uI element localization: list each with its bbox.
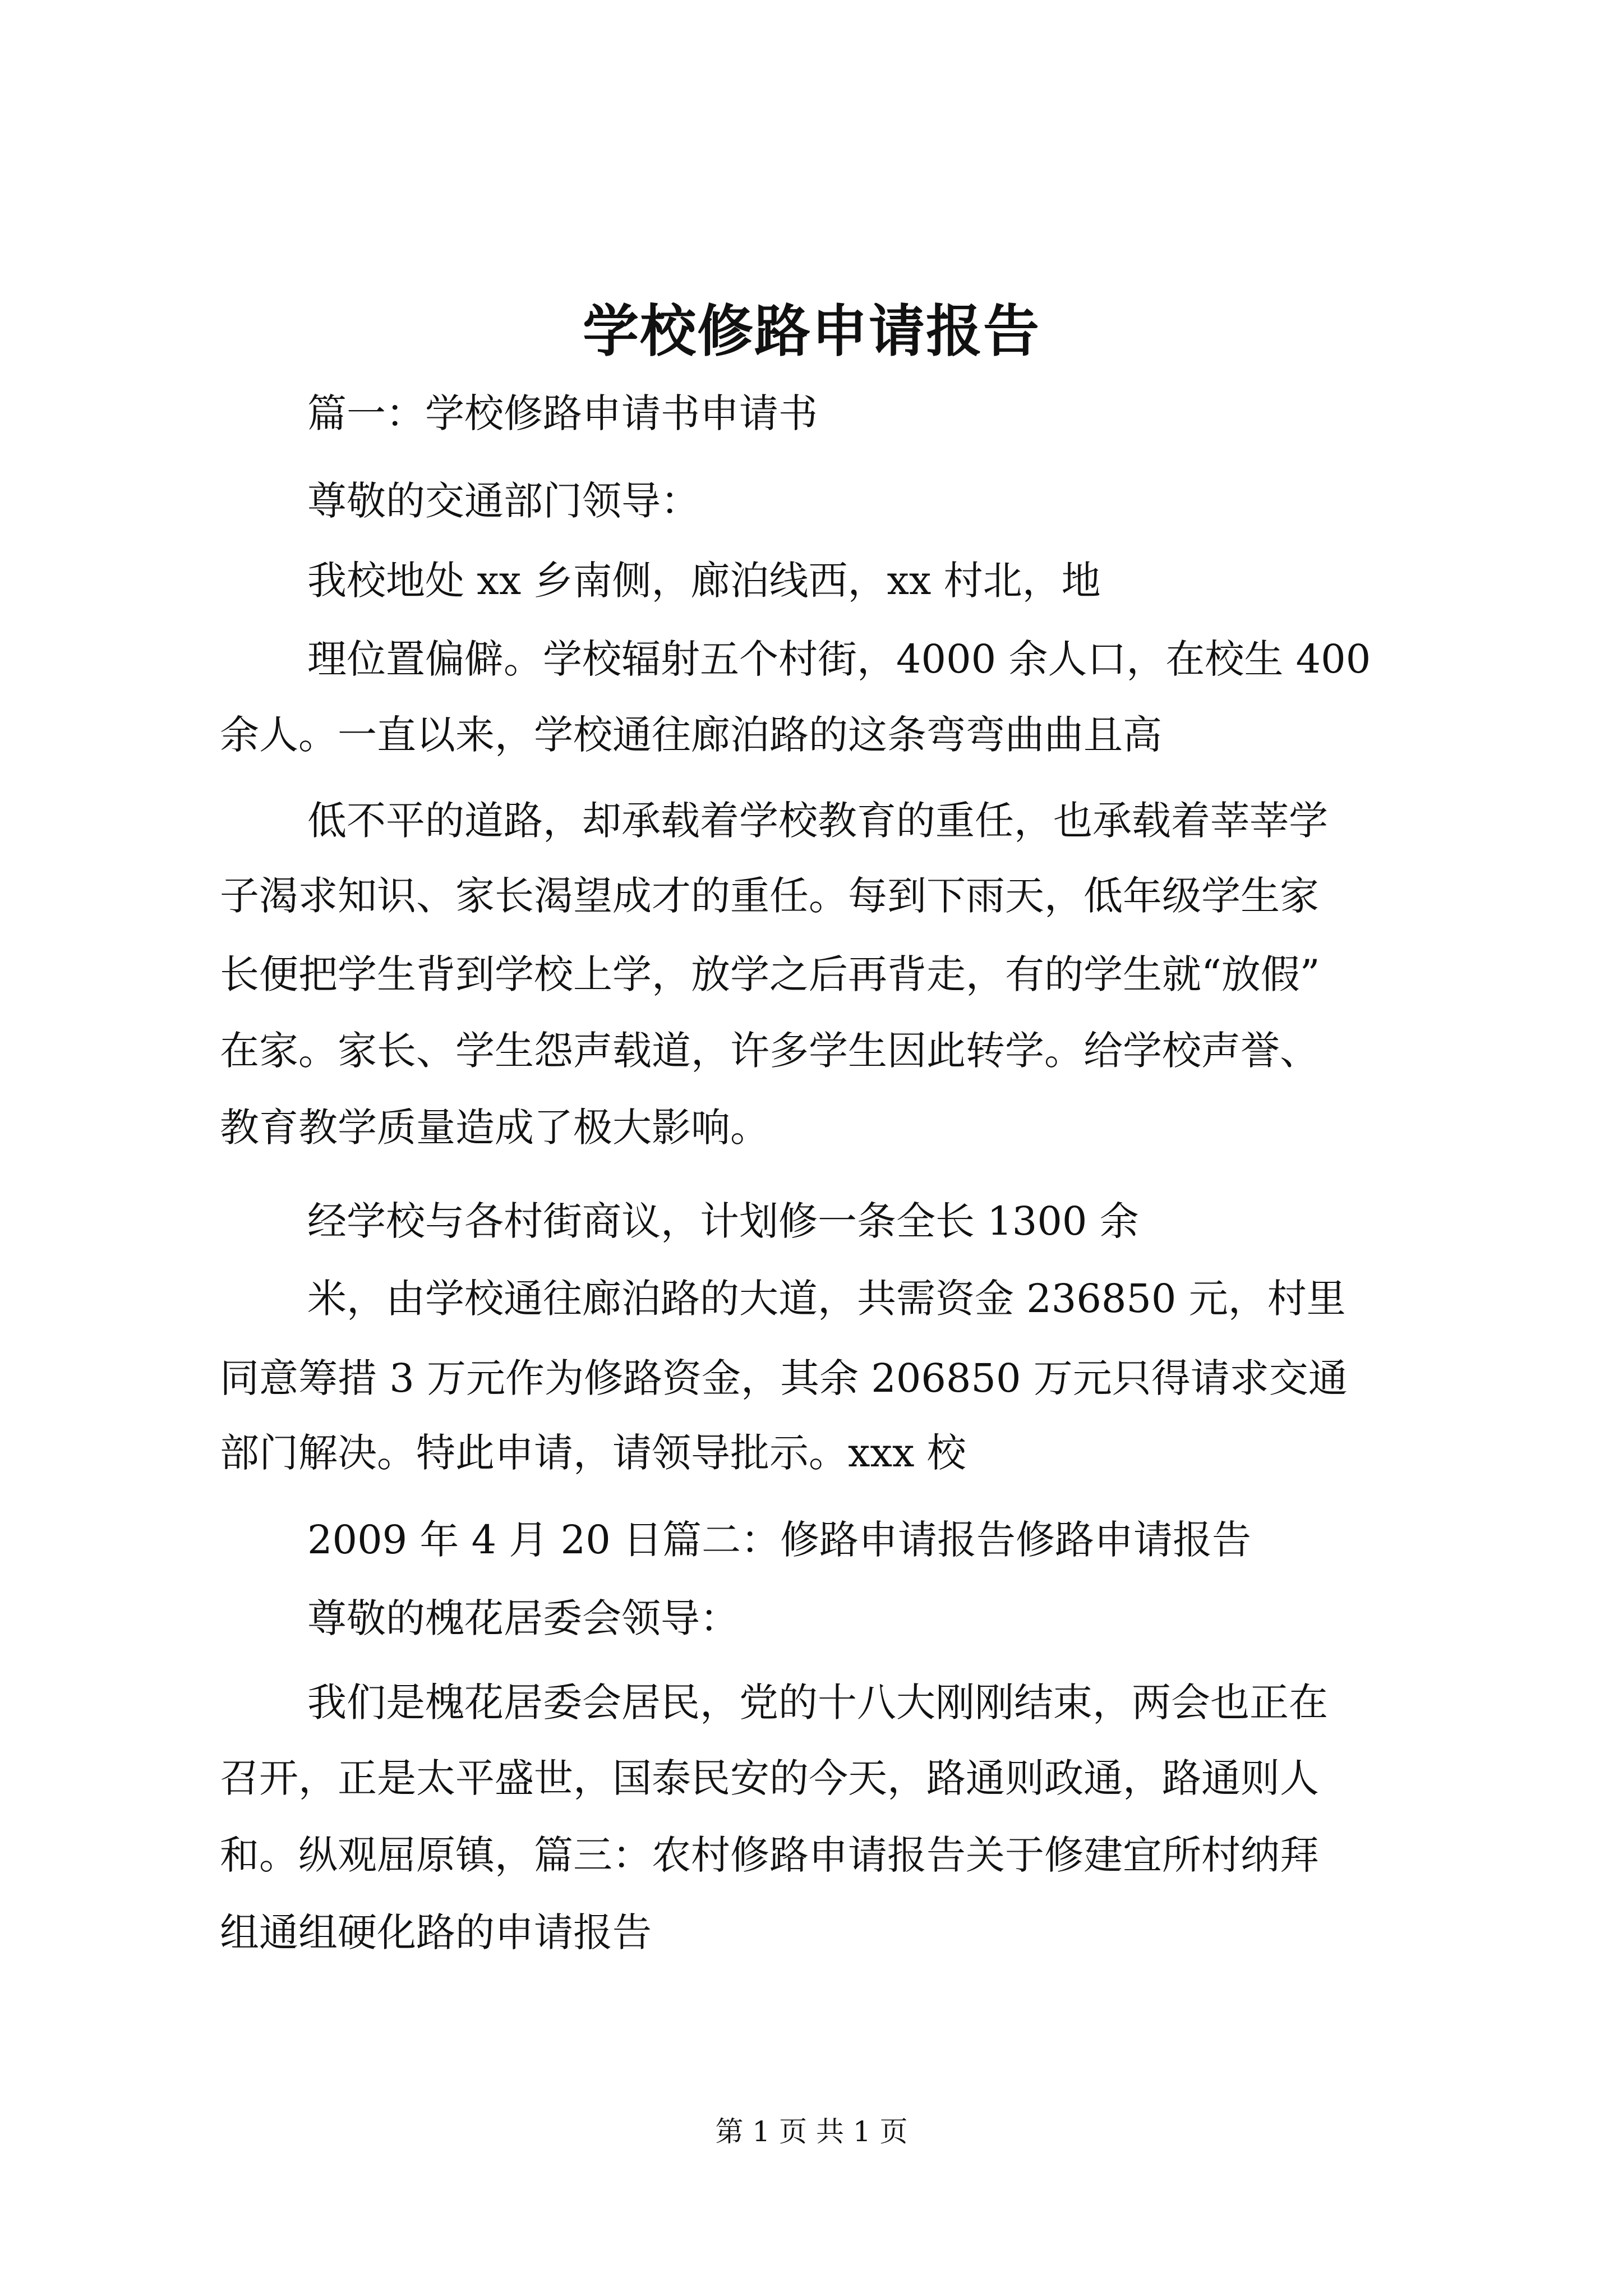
document-title: 学校修路申请报告 xyxy=(583,298,1040,364)
body-line: 召开，正是太平盛世，国泰民安的今天，路通则政通，路通则人 xyxy=(220,1755,1319,1801)
body-line: 我校地处 xx 乡南侧，廊泊线西，xx 村北，地 xyxy=(307,558,1101,604)
body-line: 理位置偏僻。学校辐射五个村街，4000 余人口，在校生 400 xyxy=(307,636,1371,682)
body-line: 经学校与各村街商议，计划修一条全长 1300 余 xyxy=(307,1198,1139,1244)
salutation-1: 尊敬的交通部门领导： xyxy=(307,478,700,524)
body-line: 低不平的道路，却承载着学校教育的重任，也承载着莘莘学 xyxy=(307,798,1328,844)
body-line: 同意筹措 3 万元作为修路资金，其余 206850 万元只得请求交通 xyxy=(220,1355,1348,1401)
salutation-2: 尊敬的槐花居委会领导： xyxy=(307,1595,739,1641)
body-line: 部门解决。特此申请，请领导批示。xxx 校 xyxy=(220,1430,966,1476)
body-line: 教育教学质量造成了极大影响。 xyxy=(220,1105,769,1151)
body-line: 在家。家长、学生怨声载道，许多学生因此转学。给学校声誉、 xyxy=(220,1028,1319,1074)
date-and-section-heading-2: 2009 年 4 月 20 日篇二：修路申请报告修路申请报告 xyxy=(307,1517,1252,1563)
section-heading-1: 篇一：学校修路申请书申请书 xyxy=(307,390,818,436)
body-line: 长便把学生背到学校上学，放学之后再背走，有的学生就“放假” xyxy=(220,951,1320,997)
body-line: 我们是槐花居委会居民，党的十八大刚刚结束，两会也正在 xyxy=(307,1680,1328,1726)
body-line: 组通组硬化路的申请报告 xyxy=(220,1910,652,1955)
body-line: 和。纵观屈原镇，篇三：农村修路申请报告关于修建宜所村纳拜 xyxy=(220,1832,1319,1878)
body-line: 余人。一直以来，学校通往廊泊路的这条弯弯曲曲且高 xyxy=(220,712,1162,758)
page-footer: 第 1 页 共 1 页 xyxy=(715,2115,908,2148)
body-line: 米，由学校通往廊泊路的大道，共需资金 236850 元，村里 xyxy=(307,1276,1346,1322)
body-line: 子渴求知识、家长渴望成才的重任。每到下雨天，低年级学生家 xyxy=(220,873,1319,919)
